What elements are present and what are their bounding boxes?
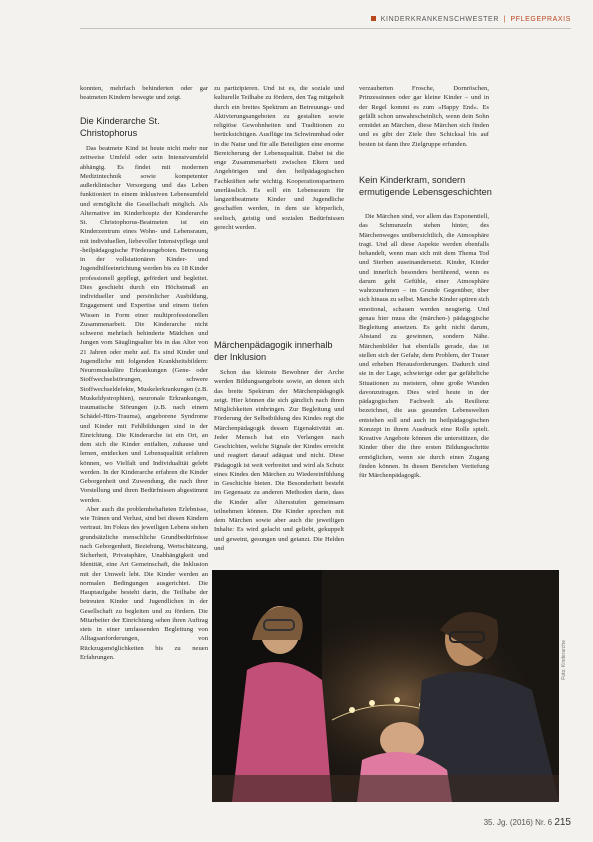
photo-credit: Foto: Kinderarche: [561, 640, 567, 680]
col3-body: [359, 212, 489, 564]
col1-top-text: konnten, mehrfach behinderten oder gar beatmeten Kindern bewegte und zeigt.: [80, 85, 208, 102]
col2-paragraph: Schon das kleinste Bewohner der Arche werden Bildungsangebote sowie, an denen sich das breite Spektrum der Märchenpädagogik zeigt. Hier können die sich gänzlich nach ihren Möglichkeiten einbringen. Zur Begleitung und Förderung der Selbstbildung des Kindes regt die Märchenpädagogik dessen Eigenaktivität an. Jeder Mensch hat ein Verlangen nach Geschichten, welche Signale der Kindes erreicht und reagiert darauf adäquat und nicht. Diese Pädagogik ist weit verbreitet und wird als Schutz eines Kindes den Märchen zu Wiedereinfühlung in Geschichte bieten. Die Besonderheit besteht im Gegensatz zu anderen Methoden darin, dass die Kinder aller Altersstufen gemeinsam teilnehmen können. Die Kinder sprechen mit dem Märchen sowie aber auch die jeweiligen Inhalte: Es wird gelacht und geliebt, gekuppelt und geweint, gesungen und getanzt. Die Helden und: [214, 369, 344, 552]
page-number: 215: [554, 817, 571, 828]
volume-info: 35. Jg. (2016) Nr. 6: [483, 818, 553, 827]
header-separator: |: [503, 16, 506, 23]
header-rule: [80, 28, 571, 29]
col1-paragraph: Aber auch die problembehafteten Erlebnisse, wie Tränen und Verlust, sind bei diesen Kindern vertraut. Im Fokus des jeweiligen Lebens stehen grundsätzliche menschliche Grundbedürfnisse nach Geborgenheit, Beziehung, Wertschätzung, Sicherheit, Privatsphäre, Unabhängigkeit und Identität, eine Art Gemeinschaft, die Inklusion mit der Umwelt lebt. Die Kinder werden an normalen Bedingungen ausgerichtet. Die Hauptaufgabe besteht darin, die Teilhabe der betreuten Kinder und Jugendlichen in der Gesellschaft zu begleiten und zu fördern. Die Mitarbeiter der Einrichtung sehen ihren Auftrag stets in einer umfassenden Begleitung von Alltagsanforderungen, von Rückzugsmöglichkeiten bis zu neuen Erfahrungen.: [80, 505, 208, 661]
col1-body: [80, 144, 208, 806]
col1-continuation: [80, 84, 208, 104]
col1-paragraph: Das beatmete Kind ist heute nicht mehr nur zeitweise Umfeld oder sein Intensivumfeld abhängig. Es findet mit modernen Medizintechnik sowie kompetenter außerklinischer Versorgung und das Leben funktioniert in einem inklusiven Lebensumfeld und ermöglicht die Gesellschaft möglich. Als Alternative im Kinderhospiz der Kinderarche St. Christophorus-Beatmeten ist ein Kinderzentrum eines Wohn- und Lebensraum, mit individuellen, liebevoller Intensivpflege und -heilpädagogische Förderangeboten. Betreuung in der vollstationären Kinder- und Jugendhilfeeinrichtung werden bis zu 18 Kinder professionell gepflegt, gefördert und begleitet. Dies geschieht durch ein Höchstmaß an individueller und persönlicher Ausbildung, Engagement und Expertise und einem tiefen Wissen in Form einer multiprofessionellen Zusammenarbeit. Die Kinderarche nicht schwerst mehrfach behinderte Mädchen und Jungen vom Säuglingsalter bis in das Alter von 21 Jahren oder mehr auf. Es sind Kinder und Jugendliche mit folgenden Krankheitsbildern: Neuromuskuläre Erkrankungen (Gene- oder Stoffwechselstörungen, schwere Stoffwechseldefekte, Muskelerkrankungen (z.B. Muskeldystrophien), neuronale Erkrankungen, traumatische Störungen (z.B. nach einem Schädel-Hirn-Trauma), angeborene Syndrome und Kinder mit Fehlbildungen sind in der Einrichtung. Die Kinderarche ist ein Ort, an dem sich die Kinder entfalten, zuhause und lernen, entdecken und Lebensqualität erfahren können, wo Vielfalt und Individualität gelebt werden. In der Kinderarche erfahren die Kinder Geborgenheit und Zuwendung, die nach ihrer Vorstellung und ihren Bedürfnissen abgestimmt werden.: [80, 145, 208, 504]
journal-section: KINDERKRANKENSCHWESTER: [380, 16, 499, 23]
heading-maerchenpaedagogik: Märchenpädagogik innerhalb der Inklusion: [214, 340, 333, 362]
rubric: PFLEGEPRAXIS: [510, 16, 571, 23]
article-photo: [212, 570, 559, 802]
col2-body: [214, 368, 344, 564]
heading-kinderkram: Kein Kinderkram, sondern ermutigende Lebensgeschichten: [359, 175, 492, 197]
col2-continuation: [214, 84, 344, 324]
heading-kinderarche: Die Kinderarche St. Christophorus: [80, 116, 160, 138]
running-head: [371, 16, 571, 23]
photo-illustration: [212, 570, 559, 802]
page-footer: [484, 817, 571, 828]
col2-top-text: zu partizipieren. Und ist es, die soziale und kulturelle Teilhabe zu fördern, den Tag mitgeholt durch ein breites Spektrum an Betreuungs- und Aktivierungsangeboten zu gestalten sowie religiöse Gewohnheiten und Traditionen zu berücksichtigen. Ausflüge ins Schwimmbad oder in die Natur und für alle Beteiligten eine enorme Bereicherung der Lebensqualität. Dabei ist die enge Zusammenarbeit zwischen Eltern und Angehörigen und den heilpädagogischen Fachkräften sehr wichtig. Kooperationspartnern unerlässlich. Es soll ein Lebensraum für langzeitbeatmete Kinder und Jugendliche geschaffen werden, in dem sie körperlich, seelisch, geistig und sozialen Bedürfnissen gerecht werden.: [214, 85, 344, 231]
section-square-icon: [371, 16, 376, 21]
col3-continuation: [359, 84, 489, 166]
col3-paragraph: Die Märchen sind, vor allem das Exponentiell, das Schmunzeln stehen hinter, des Märchenweges unübersichtlich, die Atmosphäre tragt. Und all diese Aspekte werden ebenfalls behandelt, wenn man sich mit dem Thema Tod und Sterben auseinandersetzt. Kinder, Kinder und innerlich besonders berührend, wenn es darum geht Gefühle, einer Atmosphäre wahrzunehmen – im Grunde Gegenüber, über sich hinaus zu selbst. Manche Kinder spüren sich emotional, schauen werden neugierig. Und genau hier muss die (märchen-) pädagogische Begleitung ansetzen. Es geht nicht darum, Abstand zu gewinnen, sondern Nähe. Märchenbilder hat ebenfalls gerade, das ist stellen sich der Gefahr, dem Problem, der Trauer und erheben Herausforderungen. Dadurch sind sie in der Lage, schwierige oder gar gefährliche Situationen zu meistern, ohne große Wunden davonzutragen. Dies wird heute in der pädagogischen Fachwelt als Resilienz bezeichnet, die aus gesunden Lebenswelten entstehen soll und auch im heilpädagogischen Konzept in ihrem Ausdruck eine Rolle spielt. Kreative Angebote können die unterstützen, die Kinder über die ihre ersten Bildungsschritte ermöglichen, wenn sie durch einen Zugang finden können. In diesen Bereichen Vertiefung für Märchenpädagogik.: [359, 213, 489, 479]
col3-top-text: verzauberten Frosche, Dornröschen, Prinzessinnen oder gar kleine Kinder – und in der Regel kommt es zum »Happy End«. Es gefällt schon unwahrscheinlich, wenn dein Sohn ermüdet an Märchen, diese Märchen sich finden und es gibt der Ziele ihre Schicksal bis auf besten ist dann ihre Zielgruppe erfunden.: [359, 85, 489, 148]
